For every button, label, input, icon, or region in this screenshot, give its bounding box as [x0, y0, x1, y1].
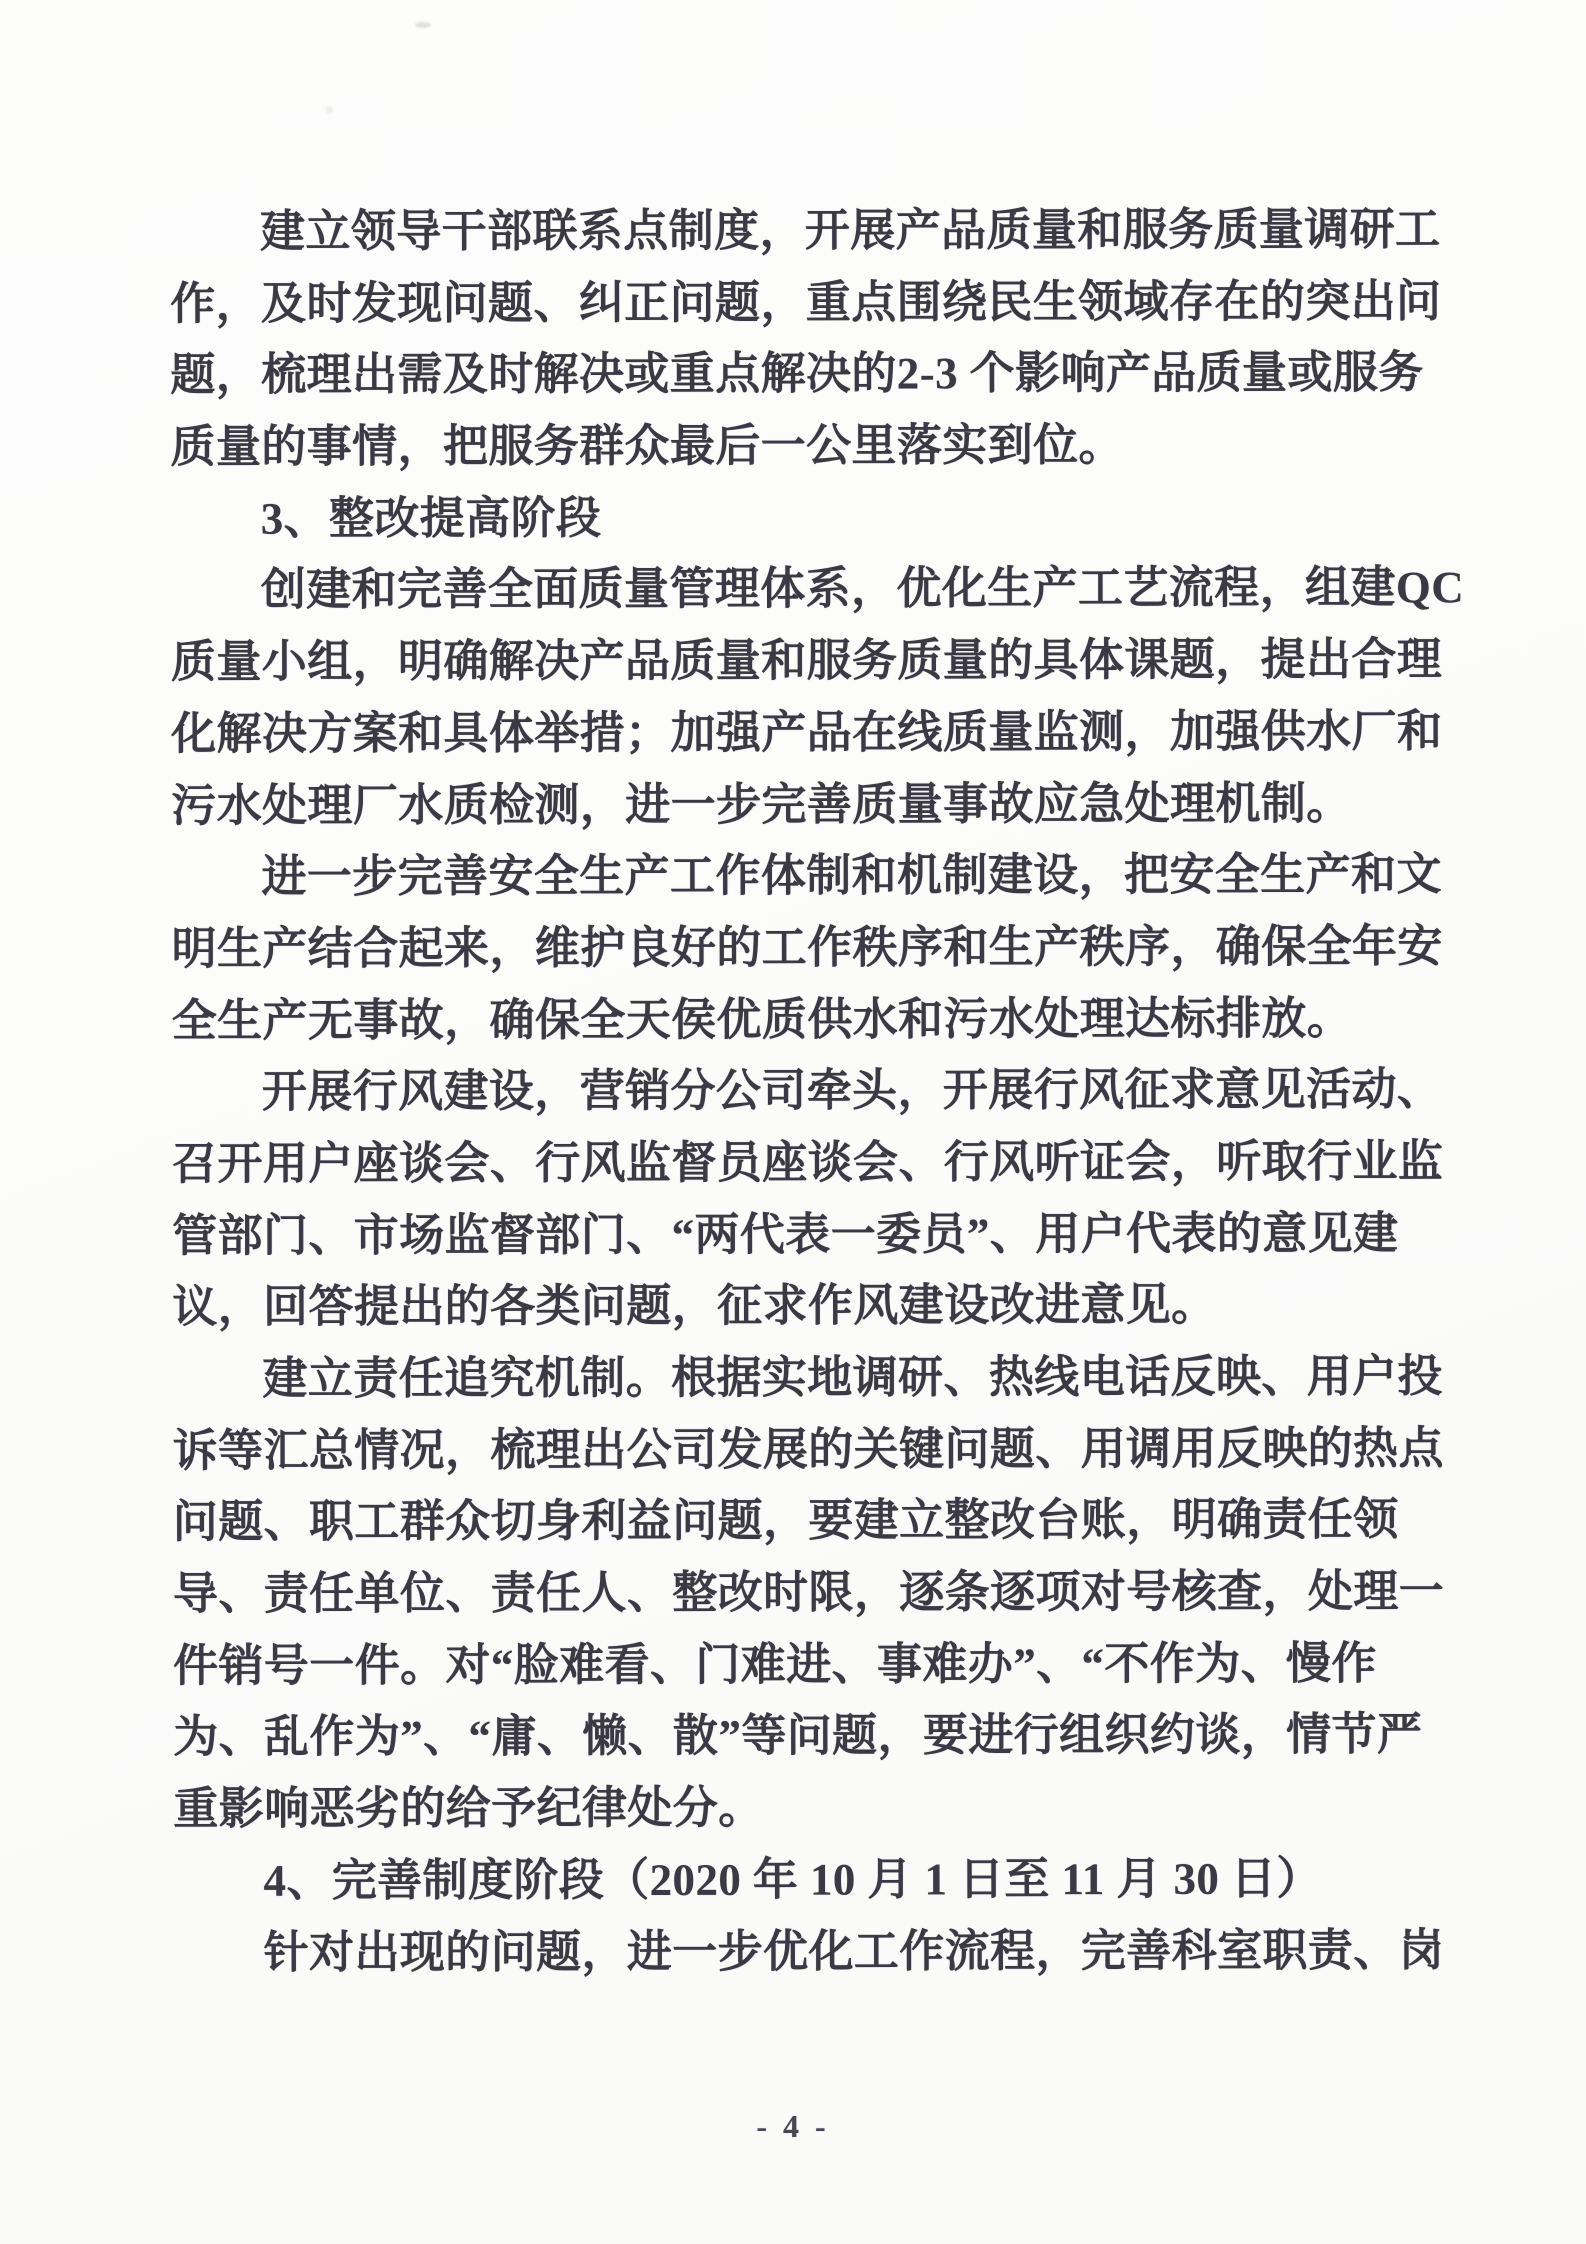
text-line: 污水处理厂水质检测，进一步完善质量事故应急处理机制。 [171, 778, 1352, 831]
text-line: 为、乱作为”、“庸、懒、散”等问题，要进行组织约谈，情节严 [173, 1709, 1423, 1763]
body-text [170, 194, 1465, 1989]
text-line: 针对出现的问题，进一步优化工作流程，完善科室职责、岗 [263, 1924, 1445, 1978]
section-heading: 4、完善制度阶段（2020 年 10 月 1 日至 11 月 30 日） [263, 1853, 1322, 1906]
text-line: 化解决方案和具体举措；加强产品在线质量监测，加强供水厂和 [171, 706, 1443, 759]
text-line: 进一步完善安全生产工作体制和机制建设，把安全生产和文 [261, 849, 1442, 902]
text-line: 问题、职工群众切身利益问题，要建立整改台账，明确责任领 [172, 1494, 1399, 1548]
text-line: 全生产无事故，确保全天侯优质供水和污水处理达标排放。 [171, 993, 1353, 1046]
scan-smudge [326, 106, 333, 114]
text-line: 导、责任单位、责任人、整改时限，逐条逐项对号核查，处理一 [172, 1566, 1445, 1620]
text-line: 开展行风建设，营销分公司牵头，开展行风征求意见活动、 [261, 1064, 1443, 1118]
text-line: 创建和完善全面质量管理体系，优化生产工艺流程，组建QC [260, 562, 1465, 616]
text-line: 管部门、市场监督部门、“两代表一委员”、用户代表的意见建 [172, 1208, 1399, 1261]
text-line: 诉等汇总情况，梳理出公司发展的关键问题、用调用反映的热点 [172, 1423, 1444, 1476]
text-line: 明生产结合起来，维护良好的工作秩序和生产秩序，确保全年安 [171, 921, 1443, 974]
text-line: 件销号一件。对“脸难看、门难进、事难办”、“不作为、慢作 [173, 1638, 1377, 1691]
text-line: 质量小组，明确解决产品质量和服务质量的具体课题，提出合理 [170, 634, 1443, 688]
text-line: 重影响恶劣的给予纪律处分。 [173, 1782, 764, 1835]
section-heading: 3、整改提高阶段 [260, 492, 602, 544]
scan-smudge [415, 22, 431, 28]
text-line: 建立责任追究机制。根据实地调研、热线电话反映、用户投 [262, 1351, 1443, 1404]
text-line: 题，梳理出需及时解决或重点解决的2-3 个影响产品质量或服务 [170, 347, 1424, 401]
text-line: 建立领导干部联系点制度，开展产品质量和服务质量调研工 [260, 204, 1441, 257]
text-line: 质量的事情，把服务群众最后一公里落实到位。 [170, 420, 1124, 473]
page-number: - 4 - [756, 2108, 830, 2144]
text-line: 作，及时发现问题、纠正问题，重点围绕民生领域存在的突出问 [170, 276, 1442, 329]
text-line: 议，回答提出的各类问题，征求作风建设改进意见。 [172, 1280, 1217, 1333]
text-line: 召开用户座谈会、行风监督员座谈会、行风听证会，听取行业监 [171, 1136, 1444, 1189]
